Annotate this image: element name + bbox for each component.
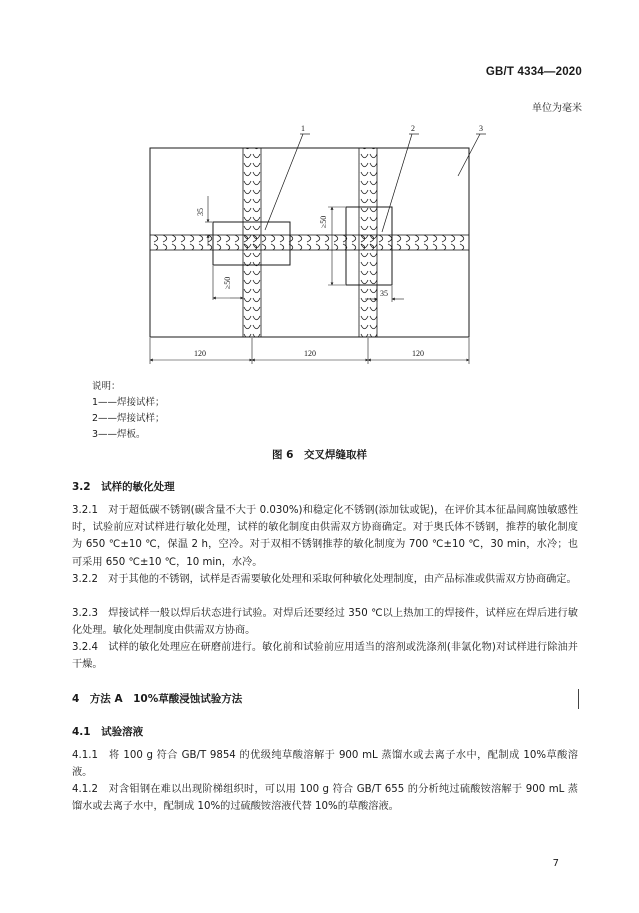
paragraph-3-2-3: 3.2.3 焊接试样一般以焊后状态进行试验。对焊后还要经过 350 ℃以上热加工的焊接件，试样应在焊后进行敏化处理。敏化处理制度由供需双方协商。	[72, 608, 578, 637]
callout-2: 2	[411, 124, 415, 133]
vertical-weld-bead-left	[243, 148, 261, 337]
dim-span-3: 120	[412, 349, 424, 358]
leader-3	[458, 134, 480, 176]
paragraph-3-2-1: 3.2.1 对于超低碳不锈钢(碳含量不大于 0.030%)和稳定化不锈钢(添加钛或铌)，在评价其本征晶间腐蚀敏感性时，试验前应对试样进行敏化处理，试样的敏化制度由供需双方协商确定。对于奥氏体不锈钢，推荐的敏化制度为 650 ℃±10 ℃，保温 2 h，空冷。对于双相不锈钢推荐的敏化制度为 700 ℃±10 ℃，30 min，水冷；也可采用 650 ℃±10 ℃，10 min，水冷。	[72, 505, 578, 568]
unit-note: 单位为毫米	[532, 103, 582, 114]
dim-min-length-left: ≥50	[223, 276, 232, 290]
legend-item: 1——焊接试样；	[92, 397, 165, 408]
legend-title: 说明：	[92, 381, 121, 392]
figure-caption: 图 6 交叉焊缝取样	[272, 449, 367, 461]
section-heading-4: 4 方法 A 10%草酸浸蚀试验方法	[72, 693, 243, 705]
section-heading-3-2: 3.2 试样的敏化处理	[72, 481, 175, 493]
vertical-weld-bead-right	[359, 148, 377, 337]
legend-item: 2——焊接试样；	[92, 413, 165, 424]
dim-span-2: 120	[304, 349, 316, 358]
standard-code: GB/T 4334—2020	[485, 66, 582, 78]
paragraph-3-2-4: 3.2.4 试样的敏化处理应在研磨前进行。敏化前和试验前应用适当的溶剂或洗涤剂(非氯化物)对试样进行除油并干燥。	[72, 642, 578, 671]
paragraph-4-1-1: 4.1.1 将 100 g 符合 GB/T 9854 的优级纯草酸溶解于 900 mL 蒸馏水或去离子水中，配制成 10%草酸溶液。	[72, 750, 578, 779]
horizontal-weld-bead	[150, 235, 469, 250]
dim-min-length-right: ≥50	[319, 215, 328, 229]
leader-1	[265, 134, 303, 230]
dim-weld-offset-top: 35	[196, 208, 205, 216]
dim-span-1: 120	[194, 349, 206, 358]
callout-3: 3	[479, 124, 483, 133]
dim-weld-offset-right: 35	[380, 289, 388, 298]
leader-2	[382, 134, 412, 232]
legend-item: 3——焊板。	[92, 429, 146, 440]
weld-plate	[150, 148, 469, 337]
revision-margin-bar	[578, 689, 579, 709]
callout-1: 1	[301, 124, 305, 133]
paragraph-4-1-2: 4.1.2 对含钼钢在难以出现阶梯组织时，可以用 100 g 符合 GB/T 655 的分析纯过硫酸铵溶解于 900 mL 蒸馏水或去离子水中，配制成 10%的过硫酸铵溶液代替 10%的草酸溶液。	[72, 784, 578, 813]
page-number: 7	[552, 858, 559, 869]
section-heading-4-1: 4.1 试验溶液	[72, 726, 144, 738]
paragraph-3-2-2: 3.2.2 对于其他的不锈钢，试样是否需要敏化处理和采取何种敏化处理制度，由产品标准或供需双方协商确定。	[72, 574, 577, 585]
specimen-1-outline	[213, 222, 290, 265]
specimen-2-outline	[346, 207, 392, 285]
